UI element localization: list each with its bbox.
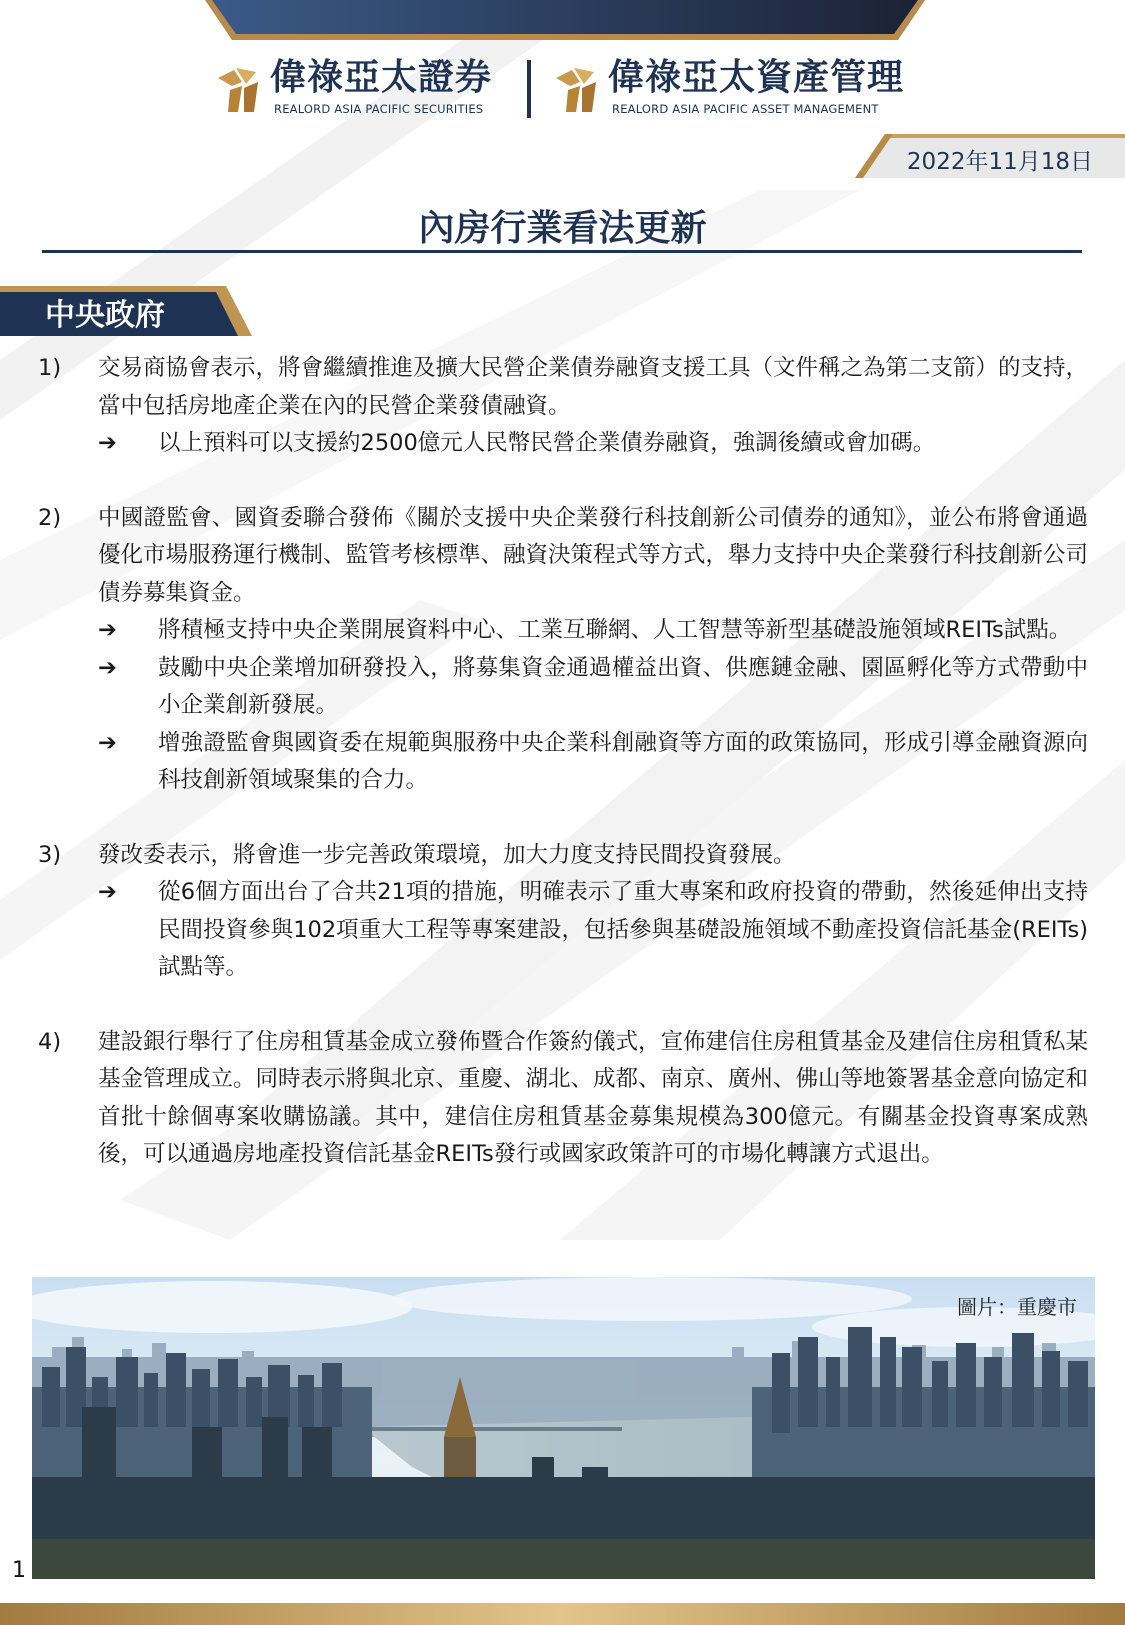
list-item	[38, 837, 1088, 987]
logo-emblem-icon	[212, 62, 268, 118]
arrow-right-icon: ➔	[98, 654, 117, 681]
photo-caption: 圖片：重慶市	[957, 1295, 1077, 1319]
bullet-text: 將積極支持中央企業開展資料中心、工業互聯網、人工智慧等新型基礎設施領域REITs試點。	[158, 617, 1072, 643]
logo-emblem-icon	[550, 62, 606, 118]
item-text: 發改委表示，將會進一步完善政策環境，加大力度支持民間投資發展。	[98, 841, 796, 868]
city-skyline-photo	[32, 1277, 1095, 1579]
list-item	[38, 500, 1088, 800]
top-banner-bar	[0, 0, 1125, 42]
bullet-text: 從6個方面出台了合共21項的措施，明確表示了重大專案和政府投資的帶動，然後延伸出支持民間投資參與102項重大工程等專案建設，包括參與基礎設施領域不動產投資信託基金(REITs)試點等。	[158, 879, 1088, 980]
arrow-right-icon: ➔	[98, 879, 117, 905]
item-number: 2)	[38, 504, 62, 531]
sub-bullet	[98, 725, 1088, 800]
title-underline	[42, 250, 1082, 253]
logo-securities-chinese: 偉祿亞太證券	[270, 57, 493, 98]
header-logos	[0, 58, 1125, 120]
item-number: 4)	[38, 1028, 62, 1055]
skyline-illustration	[32, 1277, 1095, 1579]
arrow-right-icon: ➔	[98, 430, 117, 456]
item-text: 中國證監會、國資委聯合發佈《關於支援中央企業發行科技創新公司債券的通知》，並公布將會通過優化市場服務運行機制、監管考核標準、融資決策程式等方式，舉力支持中央企業發行科技創新公司債券募集資金。	[98, 504, 1089, 606]
bullet-text: 以上預料可以支援約2500億元人民幣民營企業債券融資，強調後續或會加碼。	[158, 430, 936, 456]
item-text: 交易商協會表示，將會繼續推進及擴大民營企業債券融資支援工具（文件稱之為第二支箭）的支持，當中包括房地產企業在內的民營企業發債融資。	[98, 355, 1089, 419]
item-number: 1)	[38, 355, 62, 381]
page-number: 1	[12, 1558, 26, 1583]
item-text: 建設銀行舉行了住房租賃基金成立發佈暨合作簽約儀式，宣佈建信住房租賃基金及建信住房租賃私某基金管理成立。同時表示將與北京、重慶、湖北、成都、南京、廣州、佛山等地簽署基金意向協定和首批十餘個專案收購協議。其中，建信住房租賃基金募集規模為300億元。有關基金投資專案成熟後，可以通過房地產投資信託基金REITs發行或國家政策許可的市場化轉讓方式退出。	[98, 1028, 1089, 1167]
list-item	[38, 1024, 1088, 1174]
sub-bullet	[98, 874, 1088, 987]
logo-asset-english: REALORD ASIA PACIFIC ASSET MANAGEMENT	[612, 102, 879, 116]
item-number: 3)	[38, 841, 62, 868]
report-date: 2022年11月18日	[906, 149, 1093, 175]
section-heading: 中央政府	[45, 298, 165, 333]
arrow-right-icon: ➔	[98, 617, 117, 643]
bullet-text: 增強證監會與國資委在規範與服務中央企業科創融資等方面的政策協同，形成引導金融資源向科技創新領域聚集的合力。	[158, 729, 1088, 793]
logo-securities-english: REALORD ASIA PACIFIC SECURITIES	[274, 102, 484, 116]
bullet-text: 鼓勵中央企業增加研發投入，將募集資金通過權益出資、供應鏈金融、園區孵化等方式帶動中小企業創新發展。	[158, 654, 1088, 718]
arrow-right-icon: ➔	[98, 729, 117, 756]
page-title: 內房行業看法更新	[418, 208, 707, 249]
logo-asset-chinese: 偉祿亞太資產管理	[608, 57, 905, 98]
sub-bullet	[98, 650, 1088, 725]
logo-divider	[527, 60, 531, 118]
content-list	[38, 350, 1088, 1174]
sub-bullet	[98, 612, 1088, 650]
sub-bullet	[98, 425, 1088, 463]
bottom-banner-bar	[0, 1603, 1125, 1625]
list-item	[38, 350, 1088, 463]
